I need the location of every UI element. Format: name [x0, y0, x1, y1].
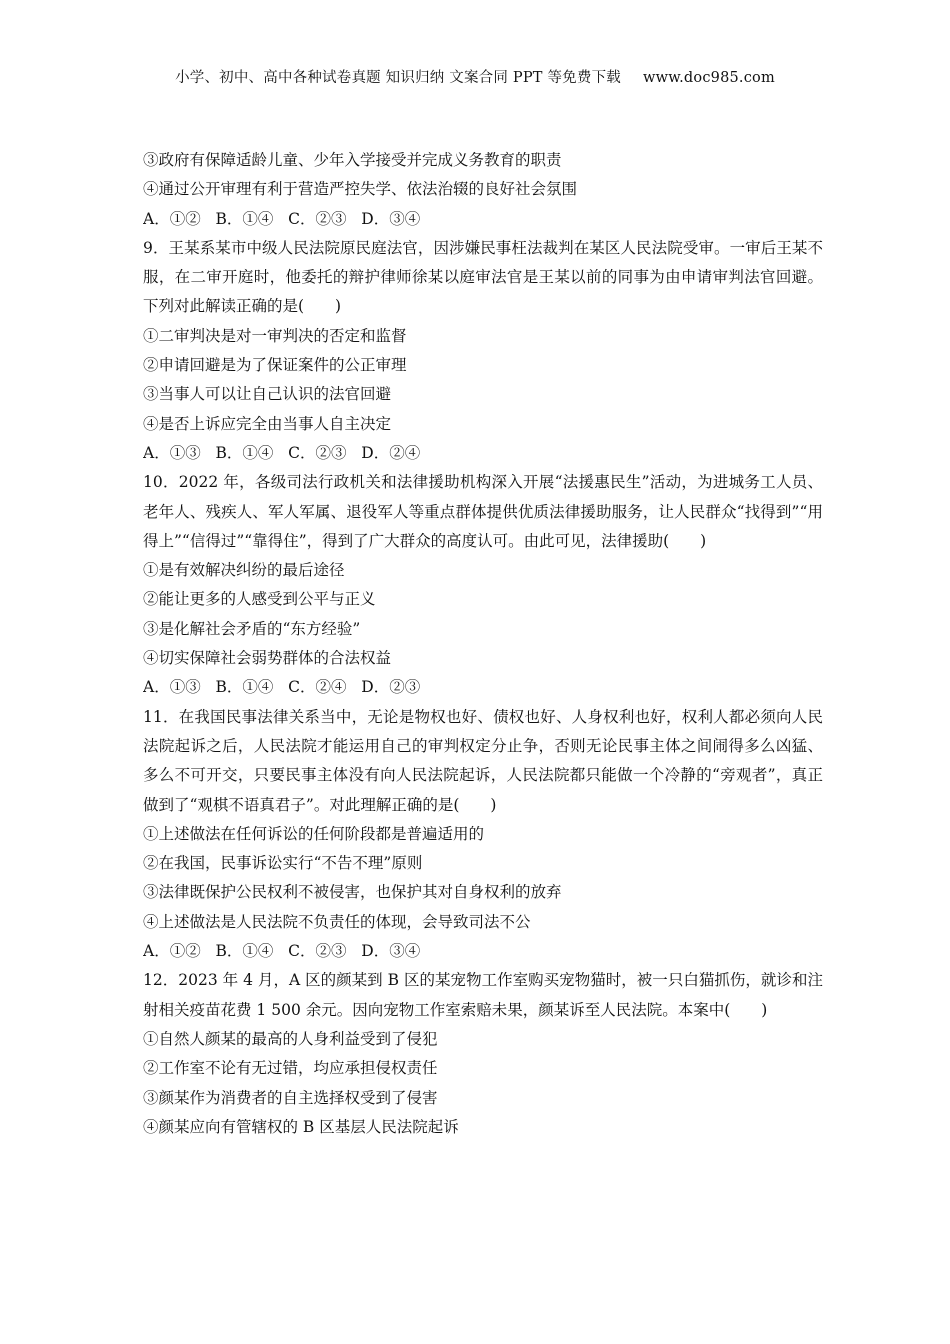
option-4: ④是否上诉应完全由当事人自主决定 — [143, 414, 392, 433]
option-3: ③颜某作为消费者的自主选择权受到了侵害 — [143, 1088, 438, 1107]
option-1: ①上述做法在任何诉讼的任何阶段都是普遍适用的 — [143, 824, 485, 843]
question-11 — [143, 703, 823, 967]
option-2: ②在我国，民事诉讼实行“不告不理”原则 — [143, 854, 423, 873]
header-url[interactable]: www.doc985.com — [642, 70, 775, 86]
answer-choices: A．①③ B．①④ C．②③ D．②④ — [143, 443, 421, 462]
question-9 — [143, 234, 823, 468]
option-4: ④通过公开审理有利于营造严控失学、依法治辍的良好社会氛围 — [143, 180, 578, 199]
option-3: ③当事人可以让自己认识的法官回避 — [143, 385, 392, 404]
answer-choices: A．①③ B．①④ C．②④ D．②③ — [143, 678, 421, 697]
header-text: 小学、初中、高中各种试卷真题 知识归纳 文案合同 PPT 等免费下载 — [175, 70, 621, 86]
answer-choices: A．①② B．①④ C．②③ D．③④ — [143, 942, 421, 961]
previous-question-tail — [143, 146, 823, 234]
option-4: ④切实保障社会弱势群体的合法权益 — [143, 649, 392, 668]
question-stem: 10．2022 年，各级司法行政机关和法律援助机构深入开展“法援惠民生”活动，为进城务工人员、老年人、残疾人、军人军属、退役军人等重点群体提供优质法律援助服务，让人民群众“找得到”“用得上”“信得过”“靠得住”，得到了广大群众的高度认可。由此可见，法律援助( ) — [143, 473, 823, 550]
question-stem: 12．2023 年 4 月，A 区的颜某到 B 区的某宠物工作室购买宠物猫时，被一只白猫抓伤，就诊和注射相关疫苗花费 1 500 余元。因向宠物工作室索赔未果，颜某诉至人民法院。本案中( ) — [143, 971, 823, 1019]
option-1: ①是有效解决纠纷的最后途径 — [143, 561, 345, 580]
question-stem: 11．在我国民事法律关系当中，无论是物权也好、债权也好、人身权利也好，权利人都必须向人民法院起诉之后，人民法院才能运用自己的审判权定分止争，否则无论民事主体之间闹得多么凶猛、多么不可开交，只要民事主体没有向人民法院起诉，人民法院都只能做一个冷静的“旁观者”，真正做到了“观棋不语真君子”。对此理解正确的是( ) — [143, 707, 823, 814]
option-3: ③法律既保护公民权利不被侵害，也保护其对自身权利的放弃 — [143, 883, 562, 902]
question-stem: 9．王某系某市中级人民法院原民庭法官，因涉嫌民事枉法裁判在某区人民法院受审。一审后王某不服，在二审开庭时，他委托的辩护律师徐某以庭审法官是王某以前的同事为由申请审判法官回避。下列对此解读正确的是( ) — [143, 238, 823, 316]
option-1: ①自然人颜某的最高的人身利益受到了侵犯 — [143, 1029, 438, 1048]
option-3: ③政府有保障适龄儿童、少年入学接受并完成义务教育的职责 — [143, 151, 562, 169]
document-body — [143, 146, 823, 1142]
option-4: ④上述做法是人民法院不负责任的体现，会导致司法不公 — [143, 912, 531, 931]
answer-choices: A．①② B．①④ C．②③ D．③④ — [143, 209, 421, 228]
option-1: ①二审判决是对一审判决的否定和监督 — [143, 326, 407, 345]
option-4: ④颜某应向有管辖权的 B 区基层人民法院起诉 — [143, 1117, 459, 1136]
page-header — [0, 66, 950, 87]
option-2: ②工作室不论有无过错，均应承担侵权责任 — [143, 1059, 438, 1078]
option-3: ③是化解社会矛盾的“东方经验” — [143, 619, 361, 638]
option-2: ②申请回避是为了保证案件的公正审理 — [143, 356, 407, 375]
option-2: ②能让更多的人感受到公平与正义 — [143, 590, 376, 609]
question-12 — [143, 966, 823, 1142]
question-10 — [143, 468, 823, 702]
